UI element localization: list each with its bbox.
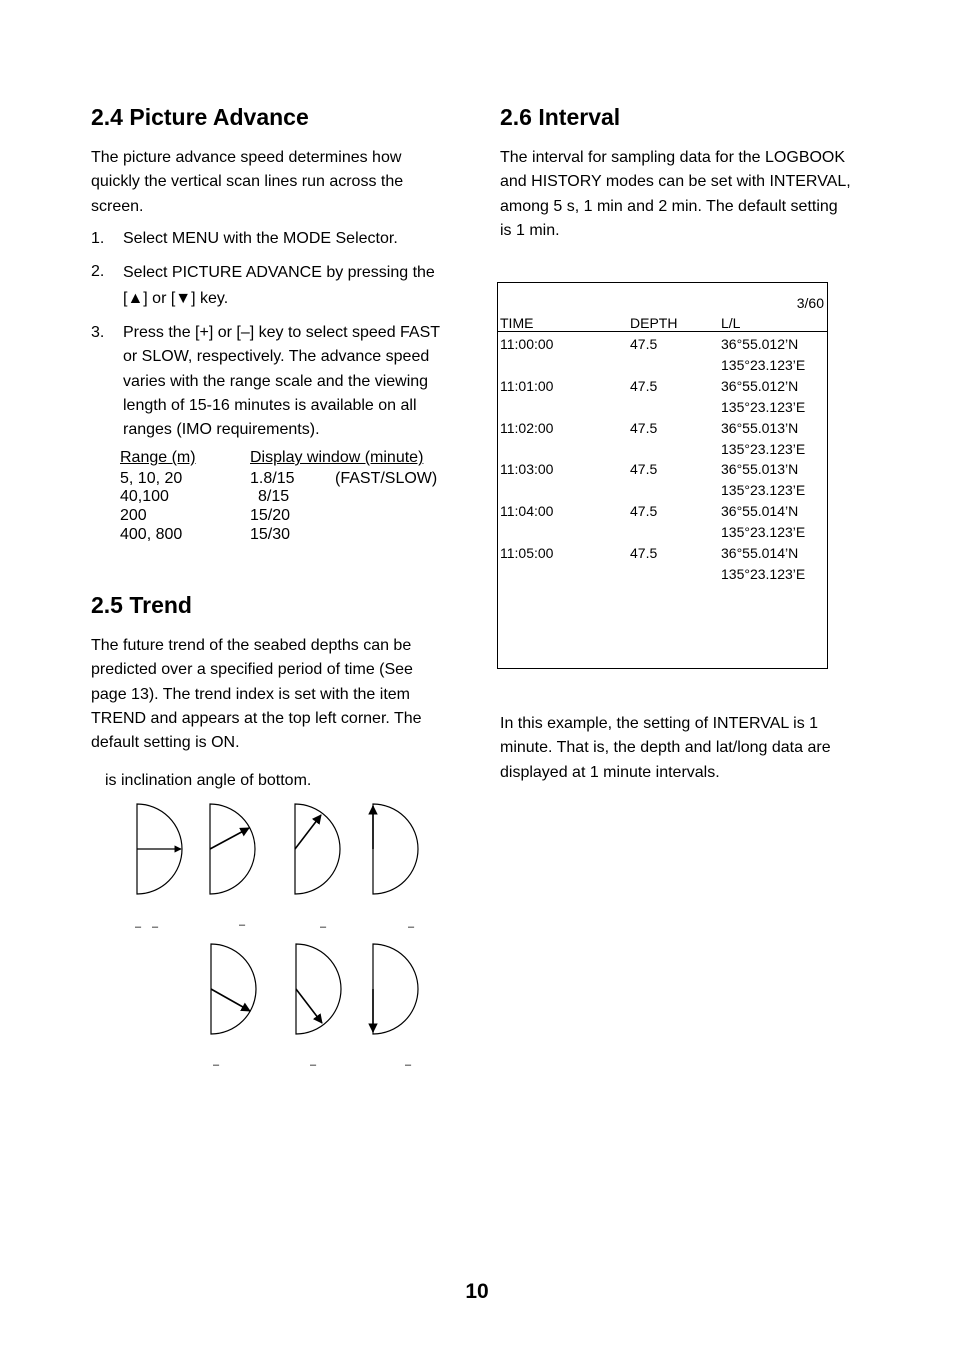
logbook-cell-latitude: 36°55.014’N bbox=[721, 545, 799, 561]
picture-advance-intro: The picture advance speed determines how quickly the vertical scan lines run across the screen. bbox=[91, 149, 404, 215]
logbook-cell-time: 11:05:00 bbox=[500, 545, 554, 561]
logbook-cell-longitude: 135°23.123’E bbox=[721, 440, 806, 457]
logbook-cell-latitude: 36°55.013’N bbox=[721, 419, 799, 436]
logbook-cell-time: 11:00:00 bbox=[500, 336, 554, 352]
table-cell-window: 8/15 bbox=[258, 488, 290, 505]
trend-diagram-down-60deg bbox=[296, 944, 341, 1034]
trend-diagram-down-30deg bbox=[211, 944, 256, 1034]
logbook-header-time: TIME bbox=[500, 315, 534, 331]
logbook-cell-depth: 47.5 bbox=[630, 503, 658, 520]
step-number: 1. bbox=[91, 230, 105, 247]
logbook-cell-depth: 47.5 bbox=[630, 419, 658, 436]
step-text: Press the [+] or [–] key to select speed FAST or SLOW, respectively. The advance speed varies with the range scale and the viewing length of 15-16 minutes is available on all ranges (IMO requirements). bbox=[123, 324, 440, 439]
trend-dash: – bbox=[213, 1059, 220, 1071]
logbook-header-depth: DEPTH bbox=[630, 315, 678, 331]
trend-body: The future trend of the seabed depths can be predicted over a specified period of time (See page 13). The trend index is set with the item TREND and appears at the top left corner. The default setting is ON. bbox=[91, 637, 422, 752]
table-cell-range: 40,100 bbox=[120, 488, 169, 505]
logbook-header-ll: L/L bbox=[721, 315, 741, 331]
table-cell-range: 5, 10, 20 bbox=[120, 470, 183, 487]
trend-dash: – bbox=[239, 919, 246, 931]
logbook-display bbox=[497, 282, 828, 669]
page-number: 10 bbox=[465, 1280, 489, 1303]
table-cell-window: 15/20 bbox=[250, 507, 291, 524]
logbook-cell-longitude: 135°23.123’E bbox=[721, 482, 806, 499]
logbook-cell-time: 11:02:00 bbox=[500, 419, 554, 436]
interval-example: In this example, the setting of INTERVAL is 1 minute. That is, the depth and lat/long data are displayed at 1 minute intervals. bbox=[500, 715, 831, 781]
trend-dash: – bbox=[320, 921, 327, 933]
logbook-cell-longitude: 135°23.123’E bbox=[721, 398, 806, 415]
trend-dash: – bbox=[310, 1059, 317, 1071]
step-text: Select MENU with the MODE Selector. bbox=[123, 230, 398, 247]
trend-dash: – bbox=[135, 921, 142, 933]
section-title-picture-advance: 2.4 Picture Advance bbox=[91, 104, 309, 130]
trend-diagram-up-30deg bbox=[210, 804, 255, 894]
logbook-cell-latitude: 36°55.013’N bbox=[721, 461, 799, 478]
logbook-cell-time: 11:01:00 bbox=[500, 377, 554, 394]
table-header-display-window: Display window (minute) bbox=[250, 449, 424, 466]
section-title-interval: 2.6 Interval bbox=[500, 104, 621, 130]
step-number: 2. bbox=[91, 263, 105, 280]
trend-dash: – bbox=[152, 921, 159, 933]
logbook-cell-latitude: 36°55.014’N bbox=[721, 503, 799, 520]
logbook-cell-latitude: 36°55.012’N bbox=[721, 377, 799, 394]
logbook-cell-depth: 47.5 bbox=[630, 461, 658, 478]
step-text: Select PICTURE ADVANCE by pressing the [▲] or [▼] key. bbox=[123, 264, 435, 307]
table-header-range: Range (m) bbox=[120, 449, 196, 466]
logbook-cell-depth: 47.5 bbox=[630, 336, 658, 352]
step-number: 3. bbox=[91, 324, 105, 341]
logbook-cell-latitude: 36°55.012’N bbox=[721, 336, 799, 352]
logbook-page-indicator: 3/60 bbox=[796, 295, 824, 311]
table-cell-range: 200 bbox=[120, 507, 147, 524]
logbook-cell-longitude: 135°23.123’E bbox=[721, 357, 806, 373]
trend-diagram-up-60deg bbox=[295, 804, 340, 894]
table-cell-window: 15/30 bbox=[250, 526, 291, 543]
logbook-cell-longitude: 135°23.123’E bbox=[721, 566, 806, 582]
trend-diagram-down-90deg bbox=[373, 944, 418, 1034]
logbook-cell-depth: 47.5 bbox=[630, 545, 658, 561]
trend-diagram-up-90deg bbox=[373, 804, 418, 894]
trend-dash: – bbox=[405, 1059, 412, 1071]
logbook-header-divider bbox=[498, 331, 827, 332]
interval-body: The interval for sampling data for the LOGBOOK and HISTORY modes can be set with INTERVAL, among 5 s, 1 min and 2 min. The default setting is 1 min. bbox=[500, 149, 851, 239]
inclination-note: is inclination angle of bottom. bbox=[105, 772, 312, 789]
logbook-cell-time: 11:04:00 bbox=[500, 503, 554, 520]
table-cell-window: 1.8/15 bbox=[250, 470, 295, 487]
logbook-cell-time: 11:03:00 bbox=[500, 461, 554, 478]
logbook-cell-longitude: 135°23.123’E bbox=[721, 524, 806, 541]
table-cell-range: 400, 800 bbox=[120, 526, 183, 543]
section-title-trend: 2.5 Trend bbox=[91, 592, 192, 618]
logbook-cell-depth: 47.5 bbox=[630, 377, 658, 394]
trend-dash: – bbox=[408, 921, 415, 933]
table-cell-mode: (FAST/SLOW) bbox=[335, 470, 438, 487]
